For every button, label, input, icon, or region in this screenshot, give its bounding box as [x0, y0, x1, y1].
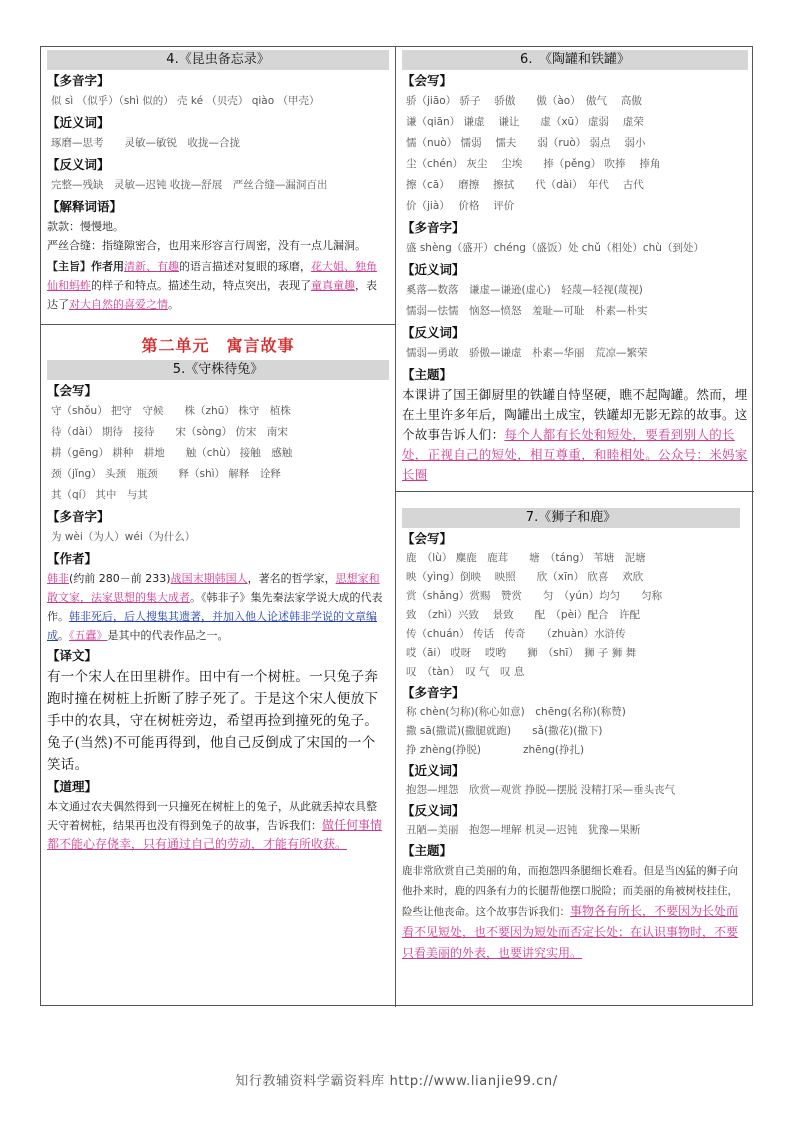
- lesson6-huixie-head: 【会写】: [402, 73, 453, 88]
- lesson5-yiwen: 有一个宋人在田里耕作。田中有一个树桩。一只兔子奔跑时撞在树桩上折断了脖子死了。于是这个宋人便放下手中的农具，守在树桩旁边，希望再捡到撞死的兔子。兔子(当然)不可能再得到，他自己反倒成了宋国的一个笑话。: [47, 669, 379, 773]
- lesson4-jinyi-head: 【近义词】: [47, 115, 110, 130]
- lesson6-duoyin: 盛 shèng（盛开）chéng（盛饭）处 chǔ（相处）chù（到处）: [406, 242, 704, 254]
- lesson4-fanyi-head: 【反义词】: [47, 157, 110, 172]
- lesson4-jieshi-head: 【解释词语】: [47, 199, 123, 214]
- zhuti-highlight: 事物各有所长，不要因为长处而看不见短处，也不要因为短处而否定长处；在认识事物时，不要只看美丽的外表，也要讲究实用。: [402, 904, 739, 960]
- lesson5-yiwen-head: 【译文】: [47, 648, 98, 663]
- lesson6-huixie-row: 谦（qiān） 谦虚 谦让 虚（xū） 虚弱 虚荣: [406, 116, 644, 128]
- lesson7-fanyi-head: 【反义词】: [402, 803, 465, 818]
- lesson6-zhuti: [402, 385, 748, 485]
- zhuzhi-text: 的样子和特点。描述生动，特点突出，表现了: [91, 279, 311, 292]
- lesson5-zuozhe-head: 【作者】: [47, 551, 98, 566]
- lesson7-huixie-row: 致 （zhì）兴致 景致 配 （pèi）配合 许配: [406, 609, 640, 621]
- lesson6-jinyi-row: 懦弱—怯懦 恼怒—愤怒 羞耻—可耻 朴素—朴实: [406, 305, 648, 317]
- lesson7-duoyin-row: 挣 zhèng(挣脱) zhēng(挣扎): [406, 744, 585, 756]
- lesson7-duoyin-row: 撒 sā(撒谎)(撒腿就跑) sǎ(撒花)(撒下): [406, 725, 603, 737]
- author-text: ，著名的哲学家，: [247, 572, 336, 585]
- left-column: [41, 47, 396, 1007]
- lesson6-huixie-row: 尘（chén） 灰尘 尘埃 捧（pěng） 吹捧 捧角: [406, 158, 661, 170]
- lesson4-duoyin-head: 【多音字】: [47, 73, 110, 88]
- right-column: [396, 47, 754, 1007]
- lesson7-huixie-row: 传（chuán） 传话 传奇 （zhuàn）水浒传: [406, 628, 626, 640]
- lesson6-jinyi-row: 奚落—数落 谦虚—谦逊(虚心) 轻蔑—轻视(蔑视): [406, 284, 643, 296]
- lesson4-jieshi-1: 款款：慢慢地。: [47, 220, 124, 233]
- zhuti-text: 鹿非常欣赏自己美丽的角，而抱怨四条腿细长难看。但是当凶猛的狮子向他扑来时，鹿的四条有力的长腿帮他摆口脱险；而美丽的角被树枝挂住，险些让他丧命。这个故事告诉我们：: [402, 865, 738, 918]
- notes-table: [40, 46, 753, 1006]
- lesson4-jinyi: 琢磨—思考 灵敏—敏锐 收拢—合拢: [51, 137, 240, 149]
- lesson6-jinyi-head: 【近义词】: [402, 262, 465, 277]
- author-text: 是其中的代表作品之一。: [107, 629, 229, 642]
- lesson4-title: 4.《昆虫备忘录》: [47, 50, 389, 70]
- lesson7-zhuti: [402, 861, 746, 964]
- lesson6-huixie-row: 擦（cā） 磨擦 擦拭 代（dài） 年代 古代: [406, 179, 644, 191]
- lesson4-fanyi: 完整—残缺 灵敏—迟钝 收拢—舒展 严丝合缝—漏洞百出: [51, 179, 328, 191]
- lesson7-title: 7.《狮子和鹿》: [402, 508, 740, 528]
- unit2-cell: [41, 325, 395, 1007]
- lesson4-zhuzhi: [47, 257, 387, 314]
- author-highlight: 思想家和散文家，法家思想的集大成者: [47, 572, 380, 604]
- author-name: 韩非: [47, 572, 69, 585]
- lesson6-fanyi-head: 【反义词】: [402, 325, 465, 340]
- lesson5-duoyin-head: 【多音字】: [47, 509, 110, 524]
- author-years: (约前 280－前 233): [69, 572, 171, 585]
- lesson6-title: 6. 《陶罐和铁罐》: [402, 50, 748, 70]
- zhuzhi-text: 。: [168, 298, 179, 311]
- author-highlight-blue: 韩非死后，后人搜集其遗著，并加入他人论述韩非学说的文章编成: [47, 610, 377, 642]
- zhuti-text: 本课讲了国王御厨里的铁罐自恃坚硬，瞧不起陶罐。然而，埋在土里许多年后，陶罐出土成宝，铁罐却无影无踪的故事。这个故事告诉人们：: [402, 387, 748, 442]
- lesson5-daoli-head: 【道理】: [47, 779, 98, 794]
- zhuzhi-highlight: 对大自然的喜爱之情: [69, 298, 168, 311]
- lesson6-duoyin-head: 【多音字】: [402, 220, 465, 235]
- lesson7-cell: [396, 492, 754, 1007]
- page-footer: 知行教辅资料学霸资料库 http://www.lianjie99.cn/: [235, 1074, 558, 1089]
- zhuzhi-highlight: 花大姐、独角仙和蚂蚱: [47, 260, 377, 292]
- lesson6-huixie-row: 懦（nuò） 懦弱 懦夫 弱（ruò） 弱点 弱小: [406, 137, 646, 149]
- lesson5-title: 5.《守株待兔》: [47, 360, 389, 380]
- daoli-text: 本文通过农夫偶然得到一只撞死在树桩上的兔子，从此就丢掉农具整天守着树桩，结果再也没有得到兔子的故事，告诉我们：: [47, 800, 377, 832]
- lesson5-zuozhe: [47, 569, 387, 645]
- lesson4-duoyin: 似 sì （似乎）（shì 似的） 壳 ké （贝壳） qiào （甲壳）: [51, 95, 320, 107]
- lesson7-huixie-row: 赏（shǎng）赏赐 赞赏 匀 （yún）均匀 匀称: [406, 590, 663, 602]
- lesson5-daoli: [47, 797, 387, 854]
- lesson7-fanyi: 丑陋—美丽 抱怨—埋解 机灵—迟钝 犹豫—果断: [406, 824, 641, 836]
- lesson6-cell: [396, 47, 754, 492]
- lesson6-zhuti-head: 【主题】: [402, 367, 453, 382]
- zhuzhi-highlight: 童真童趣: [311, 279, 355, 292]
- zhuzhi-highlight: 清新、有趣: [124, 260, 179, 273]
- lesson7-huixie-row: 哎（āi） 哎呀 哎哟 狮 （shī） 狮 子 狮 舞: [406, 647, 637, 659]
- lesson5-huixie-row: 守（shǒu） 把守 守候 株（zhū） 株守 植株: [51, 405, 291, 417]
- lesson4-jieshi-2: 严丝合缝：指缝隙密合，也用来形容言行周密，没有一点儿漏洞。: [47, 239, 366, 252]
- lesson5-duoyin: 为 wèi（为人）wéi（为什么）: [51, 531, 196, 543]
- lesson5-huixie-head: 【会写】: [47, 383, 98, 398]
- lesson4-cell: [41, 47, 395, 325]
- lesson6-fanyi: 懦弱—勇敢 骄傲—谦虚 朴素—华丽 荒凉—繁荣: [406, 347, 648, 359]
- unit2-title: 第二单元 寓言故事: [141, 336, 295, 355]
- lesson7-huixie-row: 映（yìng）倒映 映照 欣（xīn） 欣喜 欢欣: [406, 571, 644, 583]
- lesson7-duoyin-head: 【多音字】: [402, 685, 465, 700]
- zhuti-highlight: 每个人都有长处和短处，要看到别人的长处，正视自己的短处，相互尊重，和睦相处。公众号：米妈家长圈: [402, 427, 748, 482]
- lesson6-huixie-row: 骄（jiāo） 骄子 骄傲 傲（ào） 傲气 高傲: [406, 95, 642, 107]
- lesson5-huixie-row: 其（qí） 其中 与其: [51, 489, 148, 501]
- daoli-highlight: 做任何事情都不能心存侥幸，只有通过自己的劳动，才能有所收获。: [47, 818, 383, 851]
- lesson7-huixie-head: 【会写】: [402, 531, 453, 546]
- author-text: 。: [58, 629, 69, 642]
- author-text: 。《韩非子》集先秦法家学说大成的代表作。: [47, 591, 383, 623]
- lesson5-huixie-row: 耕（gēng） 耕种 耕地 触（chù） 接触 感触: [51, 447, 293, 459]
- lesson7-huixie-row: 叹 （tàn） 叹 气 叹 息: [406, 666, 525, 678]
- zhuzhi-text: 【主旨】作者用: [47, 260, 124, 273]
- zhuzhi-text: 的语言描述对复眼的琢磨，: [179, 260, 311, 273]
- lesson7-jinyi-head: 【近义词】: [402, 763, 465, 778]
- lesson7-jinyi: 抱怨—埋怨 欣赏—观赏 挣脱—摆脱 没精打采—垂头丧气: [406, 784, 676, 796]
- lesson6-huixie-row: 价（jià） 价格 评价: [406, 200, 515, 212]
- author-origin: 战国末期韩国人: [170, 572, 248, 585]
- lesson5-huixie-row: 待（dài） 期待 接待 宋（sòng） 仿宋 南宋: [51, 426, 288, 438]
- lesson7-zhuti-head: 【主题】: [402, 843, 453, 858]
- author-work: 《五蠹》: [69, 629, 108, 642]
- lesson5-huixie-row: 颈（jǐng） 头颈 瓶颈 释（shì） 解释 诠释: [51, 468, 281, 480]
- lesson7-huixie-row: 鹿 （lù） 麋鹿 鹿茸 塘 （táng） 苇塘 泥塘: [406, 552, 646, 564]
- zhuzhi-text: ，表达了: [47, 279, 377, 311]
- lesson7-duoyin-row: 称 chèn(匀称)(称心如意) chēng(名称)(称赞): [406, 706, 626, 718]
